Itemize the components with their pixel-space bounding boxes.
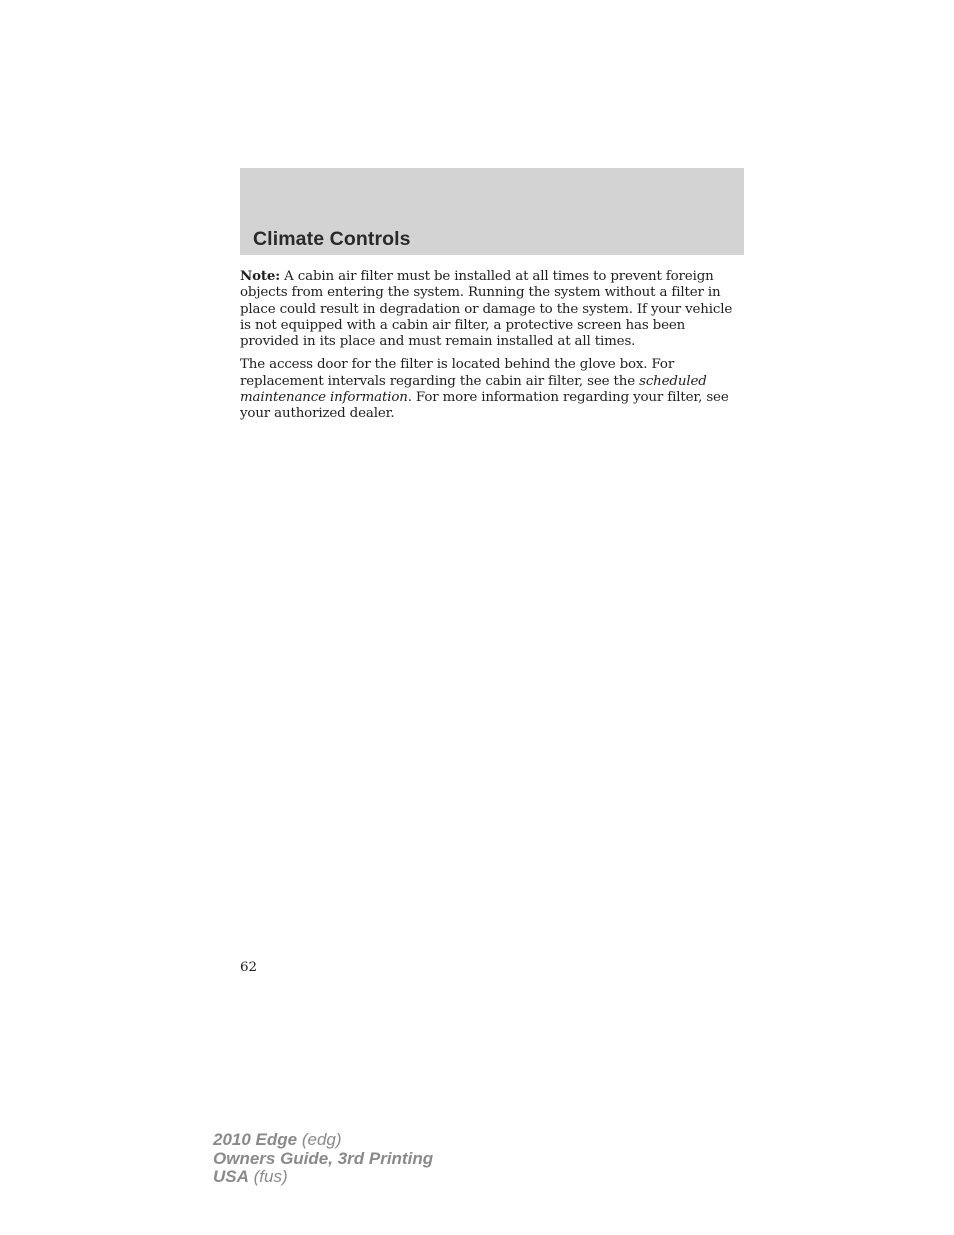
footer-market: USA xyxy=(213,1167,249,1186)
footer-line-2 xyxy=(213,1150,433,1169)
footer-line-1 xyxy=(213,1131,433,1150)
section-header xyxy=(240,168,744,255)
page-title: Climate Controls xyxy=(253,228,411,250)
scheduled-maintenance-reference[interactable]: scheduled maintenance information xyxy=(240,373,707,406)
note-text: A cabin air filter must be installed at all times to prevent foreign objects from entering the system. Running the system without a filter in place could result in degradation or damage to the system. If your vehicle is not equipped with a cabin air filter, a protective screen has been provided in its place and must remain installed at all times. xyxy=(240,269,733,350)
footer-line-3 xyxy=(213,1168,433,1187)
footer-market-code: (fus) xyxy=(248,1167,288,1186)
footer-edition: Owners Guide, 3rd Printing xyxy=(213,1148,434,1168)
note-paragraph xyxy=(240,268,744,350)
page-number: 62 xyxy=(240,960,258,975)
footer-model-code: (edg) xyxy=(297,1130,342,1149)
paragraph-text-before: The access door for the filter is located behind the glove box. For replacement intervals regarding the cabin air filter, see the xyxy=(240,357,675,389)
body-text xyxy=(240,268,744,430)
footer xyxy=(213,1131,433,1187)
paragraph-text-after: . For more information regarding your filter, see your authorized dealer. xyxy=(240,390,729,422)
footer-model: 2010 Edge xyxy=(213,1130,298,1149)
note-label: Note: xyxy=(240,268,281,284)
filter-access-paragraph xyxy=(240,357,744,422)
